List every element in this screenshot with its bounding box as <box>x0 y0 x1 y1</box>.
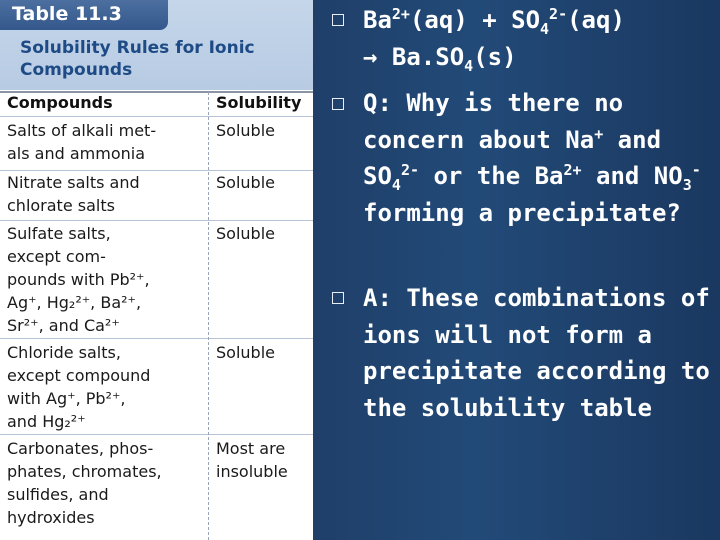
bullet-equation: $Ba^{2+}(aq) + SO_4^{2-}(aq)$ → $Ba.SO_4(s)$ <box>363 5 625 75</box>
table-row-solubility: Soluble <box>216 224 275 243</box>
table-row-compound: Sulfate salts, except com- pounds with Pb²⁺, Ag⁺, Hg₂²⁺, Ba²⁺, Sr²⁺, and Ca²⁺ <box>7 224 150 335</box>
bullet-question: Q: Why is there no concern about Na+ and $SO_4^{2-}$ or the $Ba^{2+}$ and $NO_3^-$ forming a precipitate? <box>363 89 701 228</box>
row-divider <box>0 434 313 435</box>
row-divider <box>0 338 313 339</box>
column-header-compounds: Compounds <box>7 93 113 112</box>
bullet-square-icon <box>332 98 344 110</box>
bullet-answer: A: These combinations of ions will not form a precipitate according to the solubility table <box>363 284 710 423</box>
table-row-compound: Chloride salts, except compound with Ag⁺, Pb²⁺, and Hg₂²⁺ <box>7 343 151 431</box>
solubility-table-image <box>0 0 313 540</box>
table-number-tab <box>0 0 168 30</box>
bullet-square-icon <box>332 14 344 26</box>
column-divider <box>208 92 209 540</box>
table-row-compound: Nitrate salts and chlorate salts <box>7 173 140 215</box>
table-number: Table 11.3 <box>12 3 122 25</box>
row-divider <box>0 116 313 117</box>
row-divider <box>0 220 313 221</box>
table-row-compound: Carbonates, phos- phates, chromates, sulfides, and hydroxides <box>7 439 162 527</box>
table-row-solubility: Soluble <box>216 121 275 140</box>
table-title: Solubility Rules for Ionic Compounds <box>20 38 255 80</box>
table-row-solubility: Most are insoluble <box>216 439 288 481</box>
bullet-square-icon <box>332 292 344 304</box>
table-row-compound: Salts of alkali met- als and ammonia <box>7 121 157 163</box>
column-header-solubility: Solubility <box>216 93 302 112</box>
slide-content-panel <box>313 0 720 540</box>
table-row-solubility: Soluble <box>216 343 275 362</box>
table-row-solubility: Soluble <box>216 173 275 192</box>
